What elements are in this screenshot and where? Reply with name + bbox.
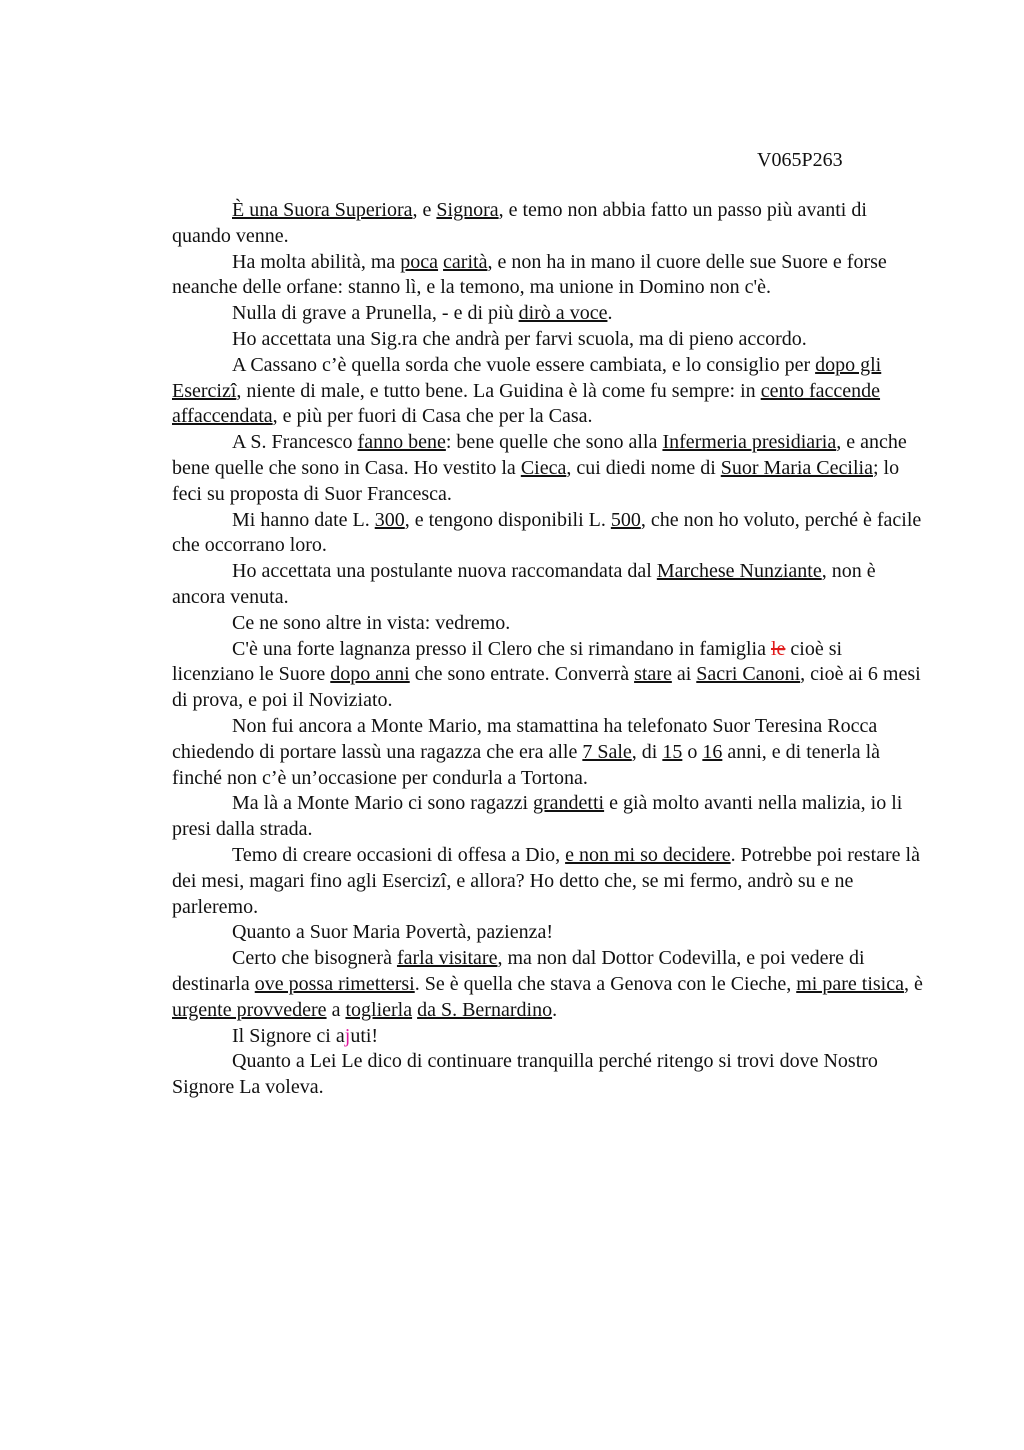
underlined-text: Marchese Nunziante: [656, 560, 822, 583]
underlined-text: farla visitare: [396, 947, 498, 970]
underlined-text: È una Suora Superiora: [232, 199, 413, 221]
paragraph: [172, 430, 924, 507]
text-run: , non è ancora venuta.: [172, 560, 876, 608]
text-run: A S. Francesco: [232, 431, 358, 454]
text-run: , e allora? Ho detto che, se mi fermo, andrò su e ne parleremo.: [172, 869, 854, 918]
underlined-text: cento faccende affaccendata: [172, 379, 881, 428]
text-run: .: [552, 998, 558, 1021]
paragraph: [172, 637, 924, 714]
text-run: Il Signore ci a: [232, 1024, 345, 1047]
underlined-text: dopo gli Esercizi: [172, 353, 882, 402]
paragraph: [172, 714, 924, 791]
underlined-text: 300: [374, 508, 405, 531]
text-run: Quanto a Suor Maria Povertà, pazienza!: [232, 921, 553, 944]
underlined-text: Sacri Canoni: [696, 663, 801, 686]
text-run: anni, e di tenerla là finché non c’è un’occasione per condurla a Tortona.: [172, 740, 881, 789]
text-run: C'è una forte lagnanza presso il Clero che si rimandano in famiglia: [232, 637, 771, 660]
text-run: Certo che bisognerà: [232, 947, 397, 970]
text-run: Mi hanno date L.: [232, 508, 375, 531]
underlined-text: stare: [634, 663, 672, 686]
text-run: , e temo non abbia fatto un passo più avanti di quando venne.: [172, 199, 867, 247]
paragraph: [172, 1024, 924, 1050]
underlined-text: dopo anni: [330, 663, 410, 686]
text-run: Ma là a Monte Mario ci sono ragazzi: [232, 792, 534, 815]
underlined-text: mi pare tisica: [796, 972, 904, 995]
paragraph: [172, 198, 924, 250]
underlined-text: 7 Sale: [582, 740, 632, 763]
paragraph: [172, 301, 924, 327]
underlined-text: ove possa rimettersi: [254, 972, 415, 995]
text-run: che sono entrate. Converrà: [409, 663, 635, 686]
letter-body: [172, 198, 924, 1101]
underlined-text: 15: [662, 740, 683, 763]
paragraph: [172, 250, 924, 302]
underlined-text: carità: [443, 250, 488, 273]
text-run: , è: [903, 972, 923, 995]
deleted-text: le: [770, 637, 786, 660]
underlined-text: da S. Bernardino: [417, 998, 553, 1021]
text-run: ai: [671, 663, 697, 686]
text-run: Ce ne sono altre in vista: vedremo.: [232, 611, 511, 634]
underlined-text: fanno bene: [357, 431, 446, 454]
text-run: . Potrebbe poi restare là dei mesi, magari fino agli Esercizi: [172, 843, 920, 892]
paragraph: [172, 508, 924, 560]
text-run: o: [682, 740, 703, 763]
underlined-text: Infermeria presidiaria: [662, 431, 837, 454]
text-run: Ho accettata una postulante nuova raccomandata dal: [232, 560, 657, 583]
underlined-text: 500: [610, 508, 641, 531]
text-run: ; lo feci su proposta di Suor Francesca.: [172, 456, 900, 505]
text-run: . Se è quella che stava a Genova con le Cieche,: [414, 972, 797, 995]
text-run: , cioè ai 6 mesi di prova, e poi il Noviziato.: [172, 663, 921, 712]
paragraph: [172, 327, 924, 353]
text-run: , e tengono disponibili L.: [404, 508, 611, 531]
text-run: cioè si licenziano le Suore: [172, 637, 843, 686]
text-run: : bene quelle che sono alla: [445, 431, 663, 454]
text-run: , e: [412, 199, 437, 221]
paragraph: [172, 920, 924, 946]
text-run: , e più per fuori di Casa che per la Casa.: [272, 405, 593, 428]
text-run: , di: [631, 740, 663, 763]
paragraph: [172, 611, 924, 637]
text-run: A Cassano c’è quella sorda che vuole essere cambiata, e lo consiglio per: [232, 353, 816, 376]
text-run: Quanto a Lei Le dico di continuare tranquilla perché ritengo si trovi dove Nostro Signore La voleva.: [172, 1050, 878, 1099]
paragraph: [172, 946, 924, 1023]
text-run: , che non ho voluto, perché è facile che occorrano loro.: [172, 508, 922, 557]
text-run: , niente di male, e tutto bene. La Guidina è là come fu sempre: in: [236, 379, 761, 402]
underlined-text: urgente provvedere: [172, 998, 327, 1021]
page-identifier: V065P263: [757, 149, 843, 171]
text-run: , e non ha in mano il cuore delle sue Suore e forse neanche delle orfane: stanno lì, e la temono, ma unione in Domino non c'è.: [172, 250, 887, 299]
underlined-text: e non mi so decidere: [565, 843, 731, 866]
underlined-text: 16: [702, 740, 723, 763]
text-run: Temo di creare occasioni di offesa a Dio,: [232, 843, 566, 866]
text-run: e già molto avanti nella malizia, io li presi dalla strada.: [172, 792, 903, 841]
paragraph: [172, 791, 924, 843]
text-run: a: [326, 998, 346, 1021]
underlined-text: Signora: [436, 199, 499, 221]
underlined-text: Suor Maria Cecilia: [720, 456, 873, 479]
paragraph: [172, 1049, 924, 1101]
underlined-text: toglierla: [345, 998, 413, 1021]
text-run: .: [607, 302, 613, 325]
text-run: Ho accettata una Sig.ra che andrà per farvi scuola, ma di pieno accordo.: [232, 327, 807, 350]
text-run: , cui diedi nome di: [566, 456, 721, 479]
text-run: , e anche bene quelle che sono in Casa. Ho vestito la: [172, 431, 907, 479]
text-run: Nulla di grave a Prunella, - e di più: [232, 302, 519, 325]
paragraph: [172, 353, 924, 430]
text-run: , ma non dal Dottor Codevilla, e poi vedere di destinarla: [172, 947, 865, 995]
underlined-text: Cieca: [520, 456, 567, 479]
text-run: Ha molta abilità, ma: [232, 250, 401, 273]
text-run: Non fui ancora a Monte Mario, ma stamattina ha telefonato Suor Teresina Rocca chiedendo di portare lassù una ragazza che era alle: [172, 714, 878, 763]
paragraph: [172, 559, 924, 611]
underlined-text: dirò a voce: [518, 302, 608, 325]
annotation-mark: j: [344, 1024, 351, 1047]
text-run: uti!: [350, 1024, 379, 1047]
paragraph: [172, 843, 924, 920]
underlined-text: poca: [400, 250, 439, 273]
underlined-text: grandetti: [533, 792, 605, 815]
